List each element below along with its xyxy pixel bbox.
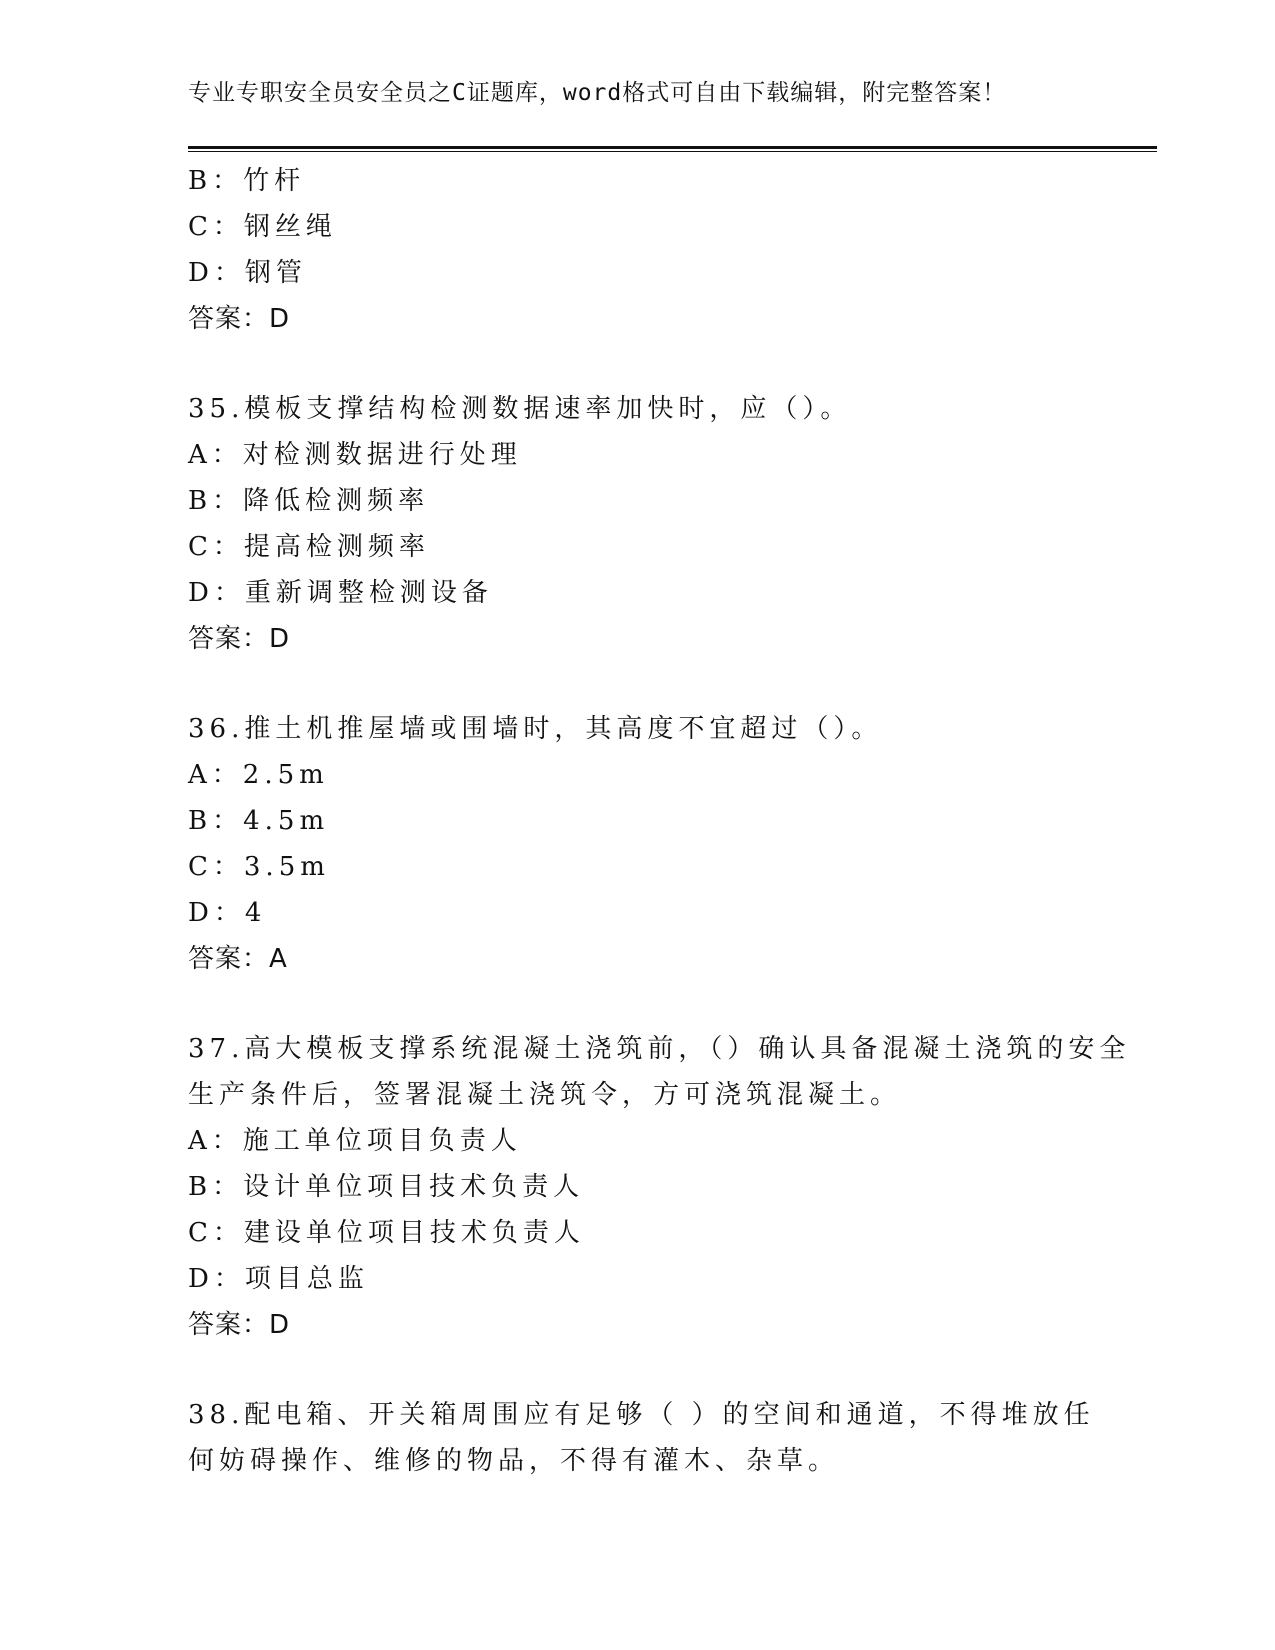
question-stem-continued: 何妨碍操作、维修的物品，不得有灌木、杂草。 xyxy=(188,1446,840,1476)
question-36 xyxy=(188,706,1088,982)
option-d: D：钢管 xyxy=(188,258,307,288)
question-stem: 35.模板支撑结构检测数据速率加快时，应（）。 xyxy=(188,394,852,424)
option-a: A：2.5m xyxy=(188,760,329,790)
header-rule-thin xyxy=(188,151,1157,152)
option-c: C：钢丝绳 xyxy=(188,212,337,242)
answer: 答案：D xyxy=(188,1310,291,1340)
question-stem: 36.推土机推屋墙或围墙时，其高度不宜超过（）。 xyxy=(188,714,883,744)
answer: 答案：D xyxy=(188,304,291,334)
question-list xyxy=(188,158,1131,1484)
option-a: A：施工单位项目负责人 xyxy=(188,1126,522,1156)
answer: 答案：D xyxy=(188,624,291,654)
option-b: B：降低检测频率 xyxy=(188,486,430,516)
question-stem-continued: 生产条件后，签署混凝土浇筑令，方可浇筑混凝土。 xyxy=(188,1080,902,1110)
option-c: C：提高检测频率 xyxy=(188,532,430,562)
option-a: A：对检测数据进行处理 xyxy=(188,440,522,470)
option-d: D：项目总监 xyxy=(188,1264,369,1294)
option-c: C：3.5m xyxy=(188,852,330,882)
question-stem: 38.配电箱、开关箱周围应有足够（ ）的空间和通道，不得堆放任 xyxy=(188,1400,1095,1430)
header-rule xyxy=(188,146,1157,149)
option-b: B：设计单位项目技术负责人 xyxy=(188,1172,585,1202)
question-38 xyxy=(188,1392,1095,1484)
question-35 xyxy=(188,386,1088,662)
question-37 xyxy=(188,1026,1131,1348)
option-d: D：重新调整检测设备 xyxy=(188,578,493,608)
question-34-tail xyxy=(188,158,1088,342)
option-b: B：4.5m xyxy=(188,806,330,836)
option-c: C：建设单位项目技术负责人 xyxy=(188,1218,585,1248)
option-d: D：4 xyxy=(188,898,267,928)
option-b: B：竹杆 xyxy=(188,166,306,196)
question-stem: 37.高大模板支撑系统混凝土浇筑前，（）确认具备混凝土浇筑的安全 xyxy=(188,1034,1131,1064)
page-header: 专业专职安全员安全员之C证题库，word格式可自由下载编辑，附完整答案！ xyxy=(188,80,1007,106)
answer: 答案：A xyxy=(188,944,288,974)
